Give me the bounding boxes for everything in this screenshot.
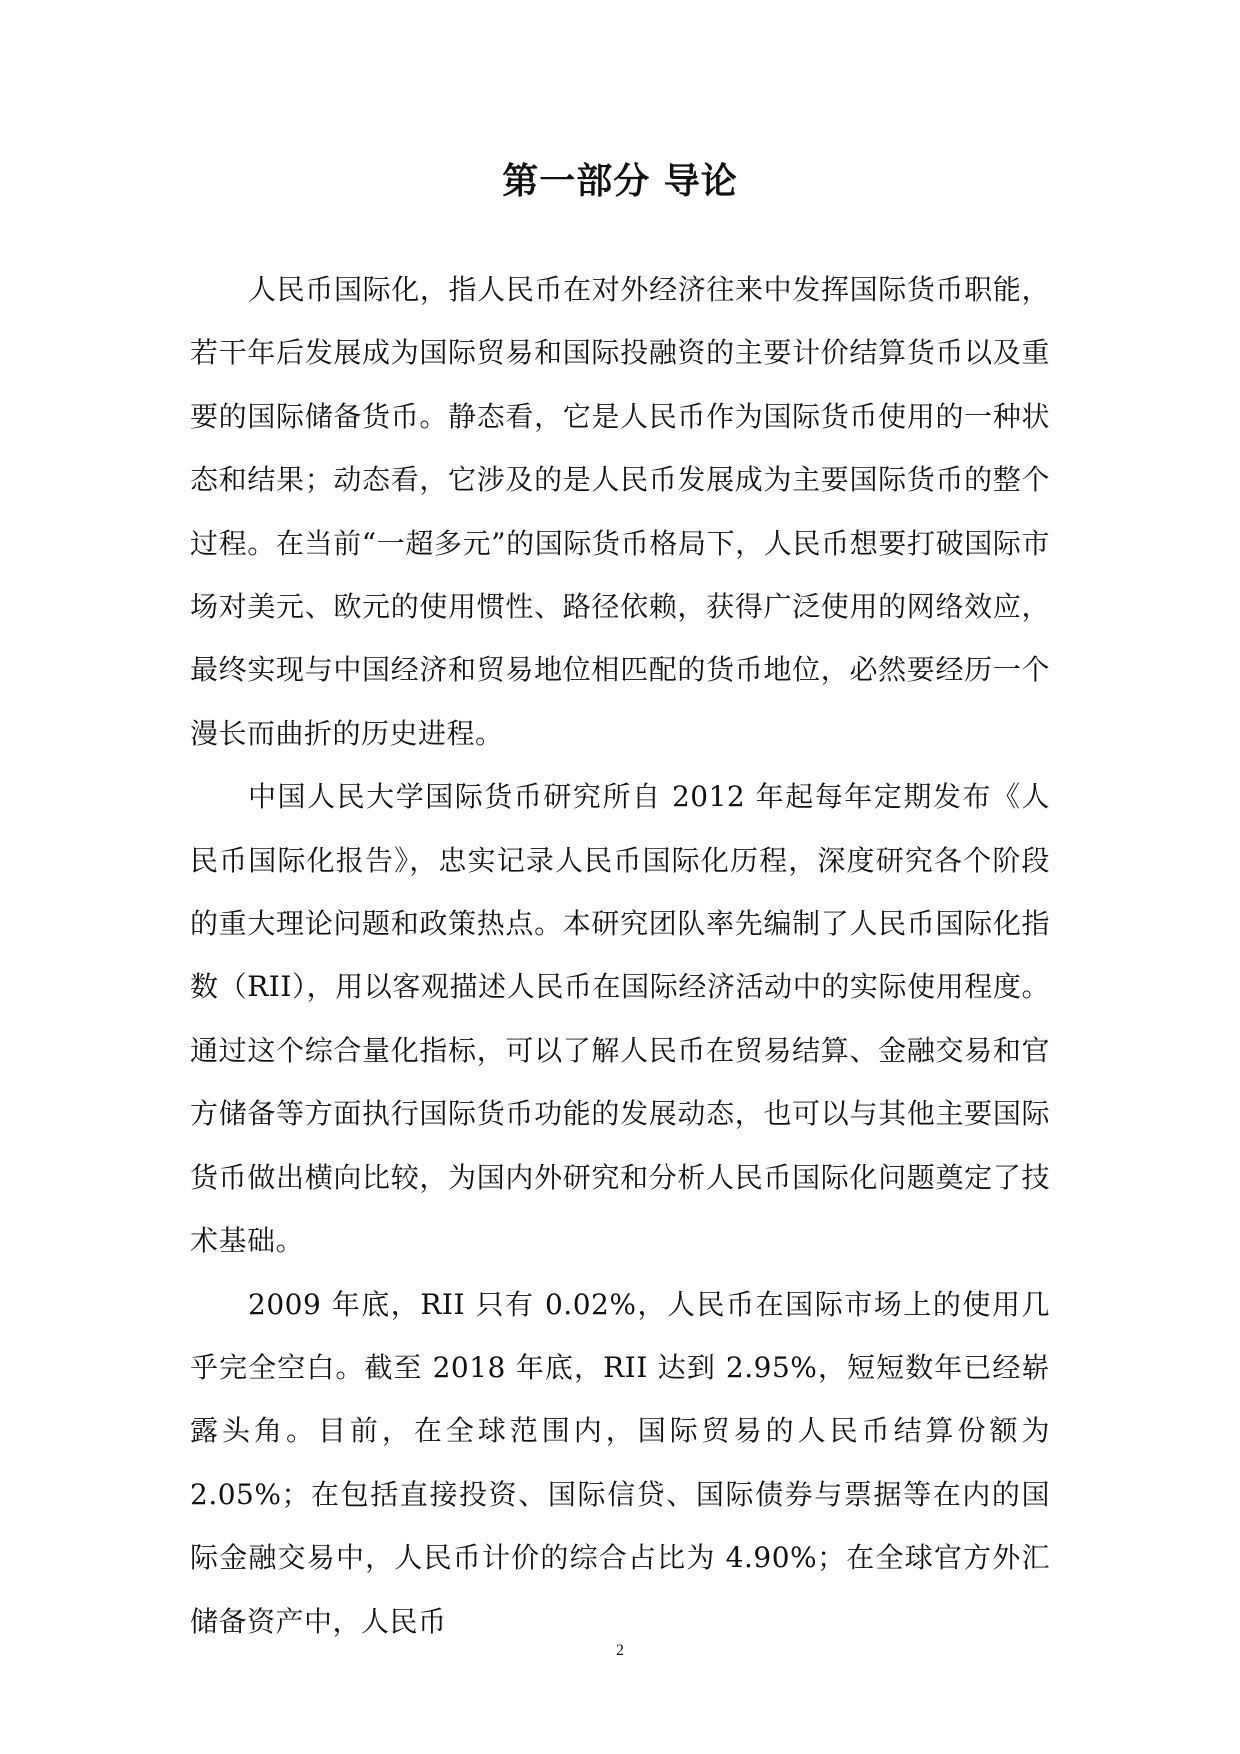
paragraph: 人民币国际化，指人民币在对外经济往来中发挥国际货币职能，若干年后发展成为国际贸易和国际投融资的主要计价结算货币以及重要的国际储备货币。静态看，它是人民币作为国际货币使用的一种状态和结果；动态看，它涉及的是人民币发展成为主要国际货币的整个过程。在当前“一超多元”的国际货币格局下，人民币想要打破国际市场对美元、欧元的使用惯性、路径依赖，获得广泛使用的网络效应，最终实现与中国经济和贸易地位相匹配的货币地位，必然要经历一个漫长而曲折的历史进程。 <box>190 273 1050 750</box>
paragraph: 中国人民大学国际货币研究所自 2012 年起每年定期发布《人民币国际化报告》，忠实记录人民币国际化历程，深度研究各个阶段的重大理论问题和政策热点。本研究团队率先编制了人民币国际化指数（RII），用以客观描述人民币在国际经济活动中的实际使用程度。通过这个综合量化指标，可以了解人民币在贸易结算、金融交易和官方储备等方面执行国际货币功能的发展动态，也可以与其他主要国际货币做出横向比较，为国内外研究和分析人民币国际化问题奠定了技术基础。 <box>190 780 1050 1258</box>
body-text <box>190 258 1050 1653</box>
section-title: 第一部分 导论 <box>502 161 738 202</box>
page-number: 2 <box>616 1642 624 1659</box>
paragraph: 2009 年底，RII 只有 0.02%，人民币在国际市场上的使用几乎完全空白。截至 2018 年底，RII 达到 2.95%，短短数年已经崭露头角。目前，在全球范围内，国际贸易的人民币结算份额为 2.05%；在包括直接投资、国际信贷、国际债券与票据等在内的国际金融交易中，人民币计价的综合占比为 4.90%；在全球官方外汇储备资产中，人民币 <box>190 1287 1050 1638</box>
